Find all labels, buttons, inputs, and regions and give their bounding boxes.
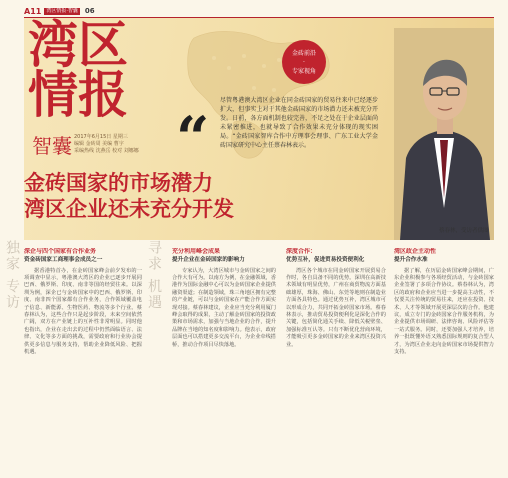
article-column-2 <box>172 248 276 468</box>
headline-line-1: 金砖国家的市场潜力 <box>24 171 213 195</box>
subtitle: 智囊 <box>32 134 72 158</box>
headline <box>24 170 404 222</box>
column-3-heading: 深度合作： <box>286 248 317 255</box>
column-1-subheading: 资金砖国家工商理事会成员之一 <box>24 257 103 263</box>
column-3-text: 湾区各个城市在同金砖国家开展贸易合作时，各自具备不同的优势。深圳在高新技术领域有明显优势，广州在商贸物流方面基础雄厚，珠海、佛山、东莞等地则在制造业方面各具特色。通过优势互补，湾区城市可以形成合力，共同开拓金砖国家市场。蔡春林表示，推动贸易投资便利化是深化合作的关键，包括简化通关手续、降低关税壁垒、加强标准互认等。只有不断优化营商环境，才能吸引更多金砖国家的企业来湾区投资兴业。 <box>286 267 386 348</box>
headline-line-2: 湾区企业还未充分开发 <box>24 197 234 221</box>
section-tag: 湾区情报·智囊 <box>46 7 78 14</box>
column-4-subheading: 提升合作水准 <box>394 257 428 263</box>
page-number: 06 <box>84 7 95 15</box>
title-line-2: 情报 <box>28 65 128 124</box>
article-body <box>4 240 494 470</box>
intro-paragraph: 尽管粤港澳大湾区企业在同金砖国家的贸易往来中已经逐步扩大，但事实上对于其他金砖国家的市场潜力还未被充分开发。日前，各方面机制也较完善，不足之处在于企业层面尚未紧密推进，也就导致了合作效果未充分体现的现实困局。“金砖国家智库合作中方理事会理事、广东工业大学金砖国家研究中心主任蔡春林表示。 <box>220 97 378 149</box>
interviewee-photo <box>394 28 494 240</box>
page-header <box>24 6 494 16</box>
badge-line-2: · <box>303 58 305 66</box>
photo-caption: 蔡春林，受访者供图 <box>439 228 489 234</box>
article-column-3 <box>286 248 386 468</box>
article-column-4 <box>394 248 494 468</box>
column-2-text: 专家认为，大湾区城市与金砖国家之间的合作大有可为。以南方为例，在金融领域，香港作为国际金融中心可以为金砖国家企业提供融资渠道；在制造领域，珠三角地区拥有完整的产业链，可以与金砖国家在产能合作方面实现对接。蔡春林建议，企业应当充分利用厦门峰会取得的成果，主动了解金砖国家的投资政策和市场需求，加强与当地企业的合作，提升品牌在当地的知名度和影响力。他表示，政府层面也可以搭建更多交流平台，为企业牵线搭桥，推动合作项目尽快落地。 <box>172 267 276 348</box>
hero-banner <box>24 18 494 240</box>
article-column-1 <box>24 248 142 468</box>
column-badge <box>282 40 326 84</box>
column-1-heading: 深企与四个国家有合作业务 <box>24 248 97 255</box>
title-line-1: 湾区 <box>28 18 128 74</box>
column-2-subheading: 提升企业在金砖国家的影响力 <box>172 257 245 263</box>
column-2-heading: 充分利用峰会成果 <box>172 248 221 255</box>
column-4-heading: 湾区政企主动性 <box>394 248 437 255</box>
badge-line-3: 专家视角 <box>291 67 316 75</box>
column-4-text: 据了解，在历届金砖国家峰会期间，广东企业积极参与各项经贸活动，与金砖国家企业签署了多项合作协议。蔡春林认为，湾区的政府和企业应当进一步提高主动性，不仅要关注传统的贸易往来，还应在投资、技术、人才等领域开展更深层次的合作。他建议，成立专门的金砖国家合作服务机构，为企业提供市场调研、法律咨询、风险评估等一站式服务。同时，还要加强人才培养，培养一批既懂外语又熟悉国际规则的复合型人才，为湾区企业走向金砖国家市场提供智力支持。 <box>394 267 494 356</box>
column-3-subheading: 优势互补，促进贸易投资便利化 <box>286 257 365 263</box>
column-1-text: 据香港特首办，在金砖国家峰会前夕发布的一项调查中显示，粤港澳大湾区的企业已逐步开展同巴西、俄罗斯、印度、南非等国的经贸往来。以深圳为例，深企已与金砖国家中的巴西、俄罗斯、印度、南非四个国家都有合作业务，合作领域覆盖电子信息、新能源、生物医药、物流等多个行业。蔡春林认为，这些合作只是起步阶段，未来空间依然广阔，双方在产业链上的互补性非常明显。同时他也指出，企业在走出去的过程中仍然面临语言、法律、文化等多方面的挑战，需要政府和行业协会提供更多信息与服务支持，帮助企业降低风险、把握机遇。 <box>24 267 142 356</box>
column-2-vertical-label: 寻求 机遇 <box>146 240 162 311</box>
issue-meta: 2017年6月15日 星期三 编辑 金砖周 美编 曹宇 采编热线 沈燕岳 校对 刘娜娜 <box>74 134 139 154</box>
column-1-vertical-label: 独家 专访 <box>4 240 20 311</box>
section-number: A11 <box>24 6 42 16</box>
badge-line-1: 金砖前沿 <box>291 49 316 57</box>
quote-mark-icon: “ <box>176 104 204 172</box>
